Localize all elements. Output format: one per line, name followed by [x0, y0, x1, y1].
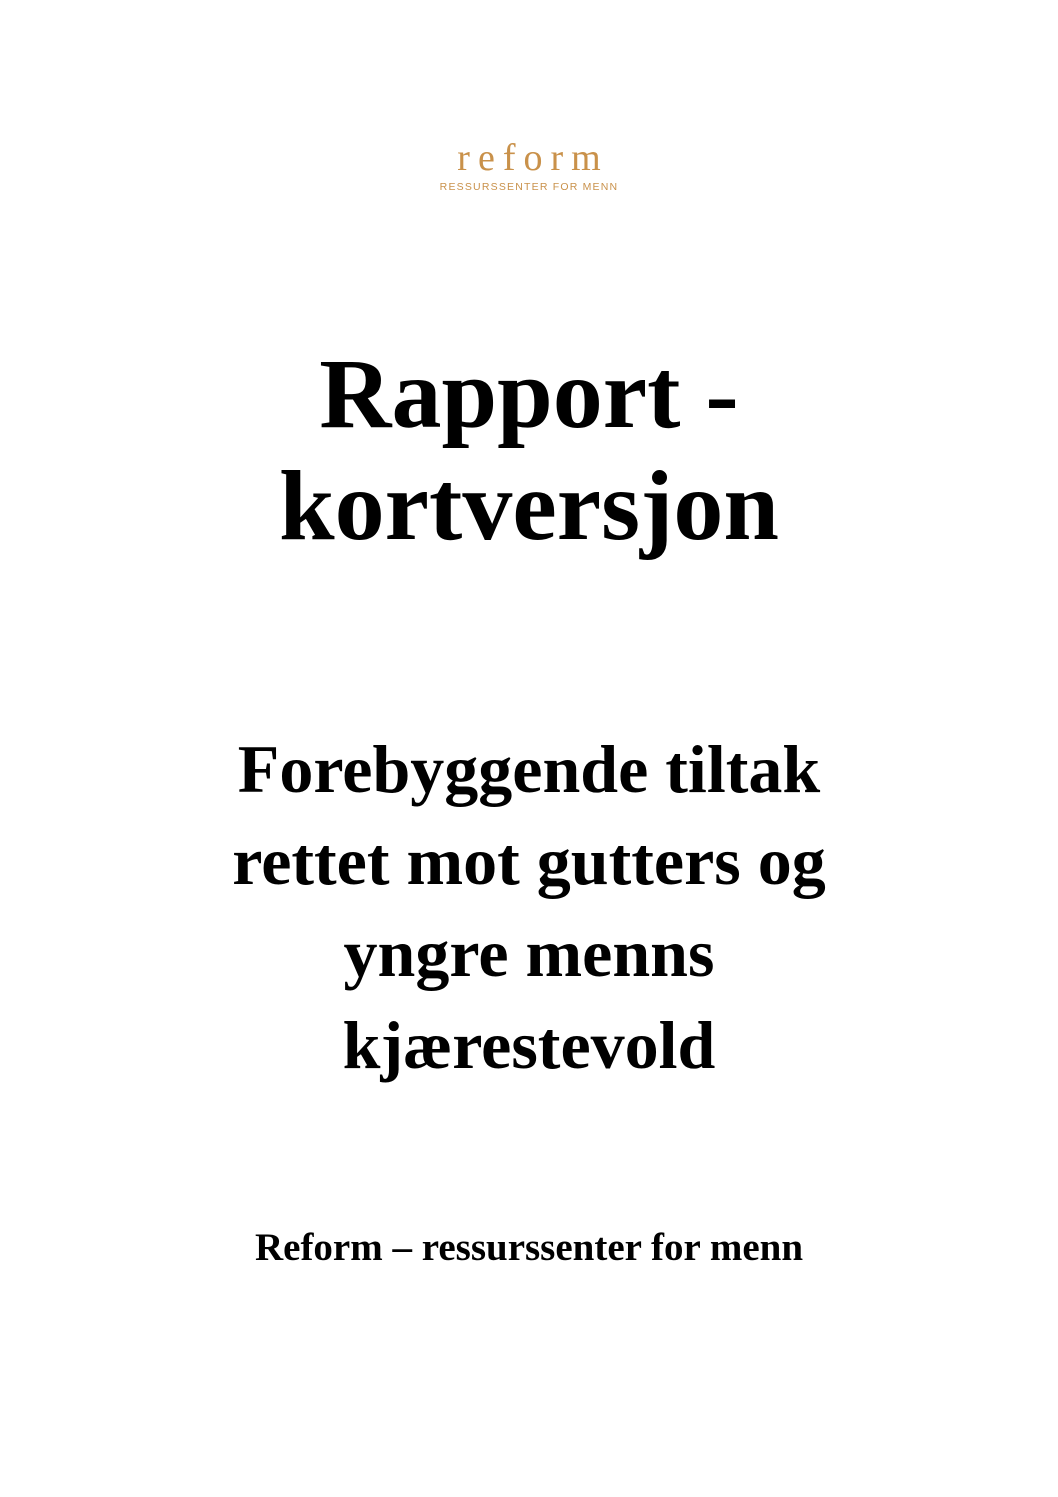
document-title: [0, 338, 1058, 562]
reform-logo: [0, 138, 1058, 194]
logo-tagline: RESSURSSENTER FOR MENN: [439, 181, 619, 193]
subtitle-line-1: Forebyggende tiltak: [237, 731, 821, 807]
subtitle-line-3: yngre menns: [343, 915, 715, 991]
title-line-2: kortversjon: [279, 450, 779, 561]
document-subtitle: [0, 723, 1058, 1091]
author-line: Reform – ressurssenter for menn: [254, 1226, 804, 1269]
logo-wordmark: reform: [457, 137, 609, 179]
title-line-1: Rapport -: [319, 338, 739, 449]
subtitle-line-2: rettet mot gutters og: [232, 823, 826, 899]
subtitle-line-4: kjærestevold: [342, 1007, 716, 1083]
